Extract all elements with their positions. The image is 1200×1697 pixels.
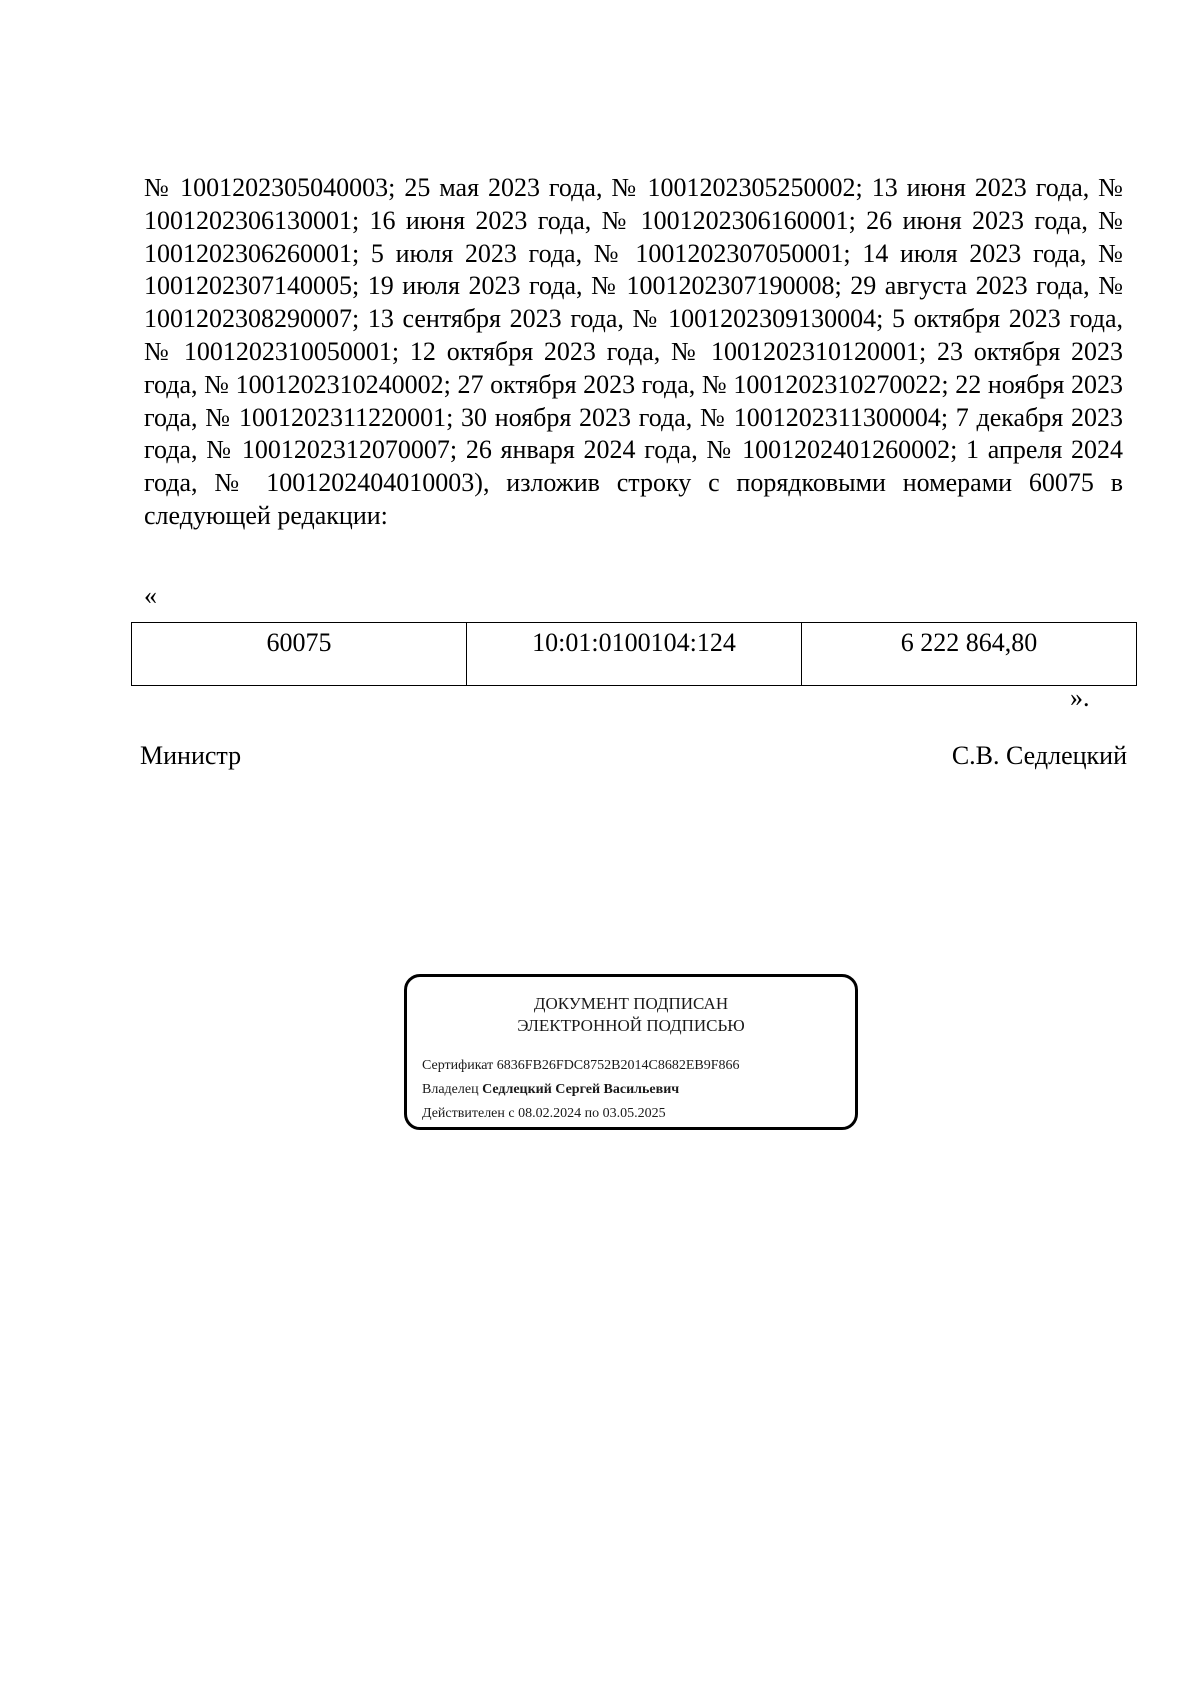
stamp-validity-to: 03.05.2025 <box>602 1106 666 1121</box>
stamp-certificate-value: 6836FB26FDC8752B2014C8682EB9F866 <box>496 1058 740 1073</box>
body-paragraph: № 1001202305040003; 25 мая 2023 года, № 1001202305250002; 13 июня 2023 года, № 1001202306130001; 16 июня 2023 года, № 1001202306160001; 26 июня 2023 года, № 1001202306260001; 5 июля 2023 года, № 1001202307050001; 14 июля 2023 года, № 1001202307140005; 19 июля 2023 года, № 1001202307190008; 29 августа 2023 года, № 1001202308290007; 13 сентября 2023 года, № 1001202309130004; 5 октября 2023 года, № 1001202310050001; 12 октября 2023 года, № 1001202310120001; 23 октября 2023 года, № 1001202310240002; 27 октября 2023 года, № 1001202310270022; 22 ноября 2023 года, № 1001202311220001; 30 ноября 2023 года, № 1001202311300004; 7 декабря 2023 года, № 1001202312070007; 26 января 2024 года, № 1001202401260002; 1 апреля 2024 года, № 1001202404010003), изложив строку с порядковыми номерами 60075 в следующей редакции: <box>144 173 1123 530</box>
stamp-owner-line <box>422 1081 679 1099</box>
table-cell-value: 6 222 864,80 <box>802 623 1137 686</box>
signatory-name: С.В. Седлецкий <box>951 741 1127 770</box>
stamp-validity-label: Действителен <box>422 1106 505 1121</box>
stamp-owner-label: Владелец <box>422 1082 479 1097</box>
stamp-validity-from: 08.02.2024 <box>518 1106 582 1121</box>
table-cell-cadastral-number: 10:01:0100104:124 <box>467 623 802 686</box>
stamp-owner-value: Седлецкий Сергей Васильевич <box>482 1082 680 1097</box>
stamp-certificate-line <box>422 1057 740 1075</box>
opening-quote-mark: « <box>144 581 157 610</box>
stamp-validity-from-prefix: с <box>508 1106 515 1121</box>
stamp-validity-line <box>422 1105 666 1123</box>
record-table <box>131 622 1137 686</box>
stamp-certificate-label: Сертификат <box>422 1058 494 1073</box>
table-row <box>132 623 1137 686</box>
stamp-title-line1: ДОКУМЕНТ ПОДПИСАН <box>533 994 729 1013</box>
electronic-signature-stamp <box>404 974 858 1130</box>
signatory-position: Министр <box>140 741 242 770</box>
closing-quote-mark: ». <box>1070 683 1090 712</box>
stamp-validity-to-prefix: по <box>584 1106 600 1121</box>
stamp-title-line2: ЭЛЕКТРОННОЙ ПОДПИСЬЮ <box>517 1016 745 1035</box>
table-cell-number: 60075 <box>132 623 467 686</box>
